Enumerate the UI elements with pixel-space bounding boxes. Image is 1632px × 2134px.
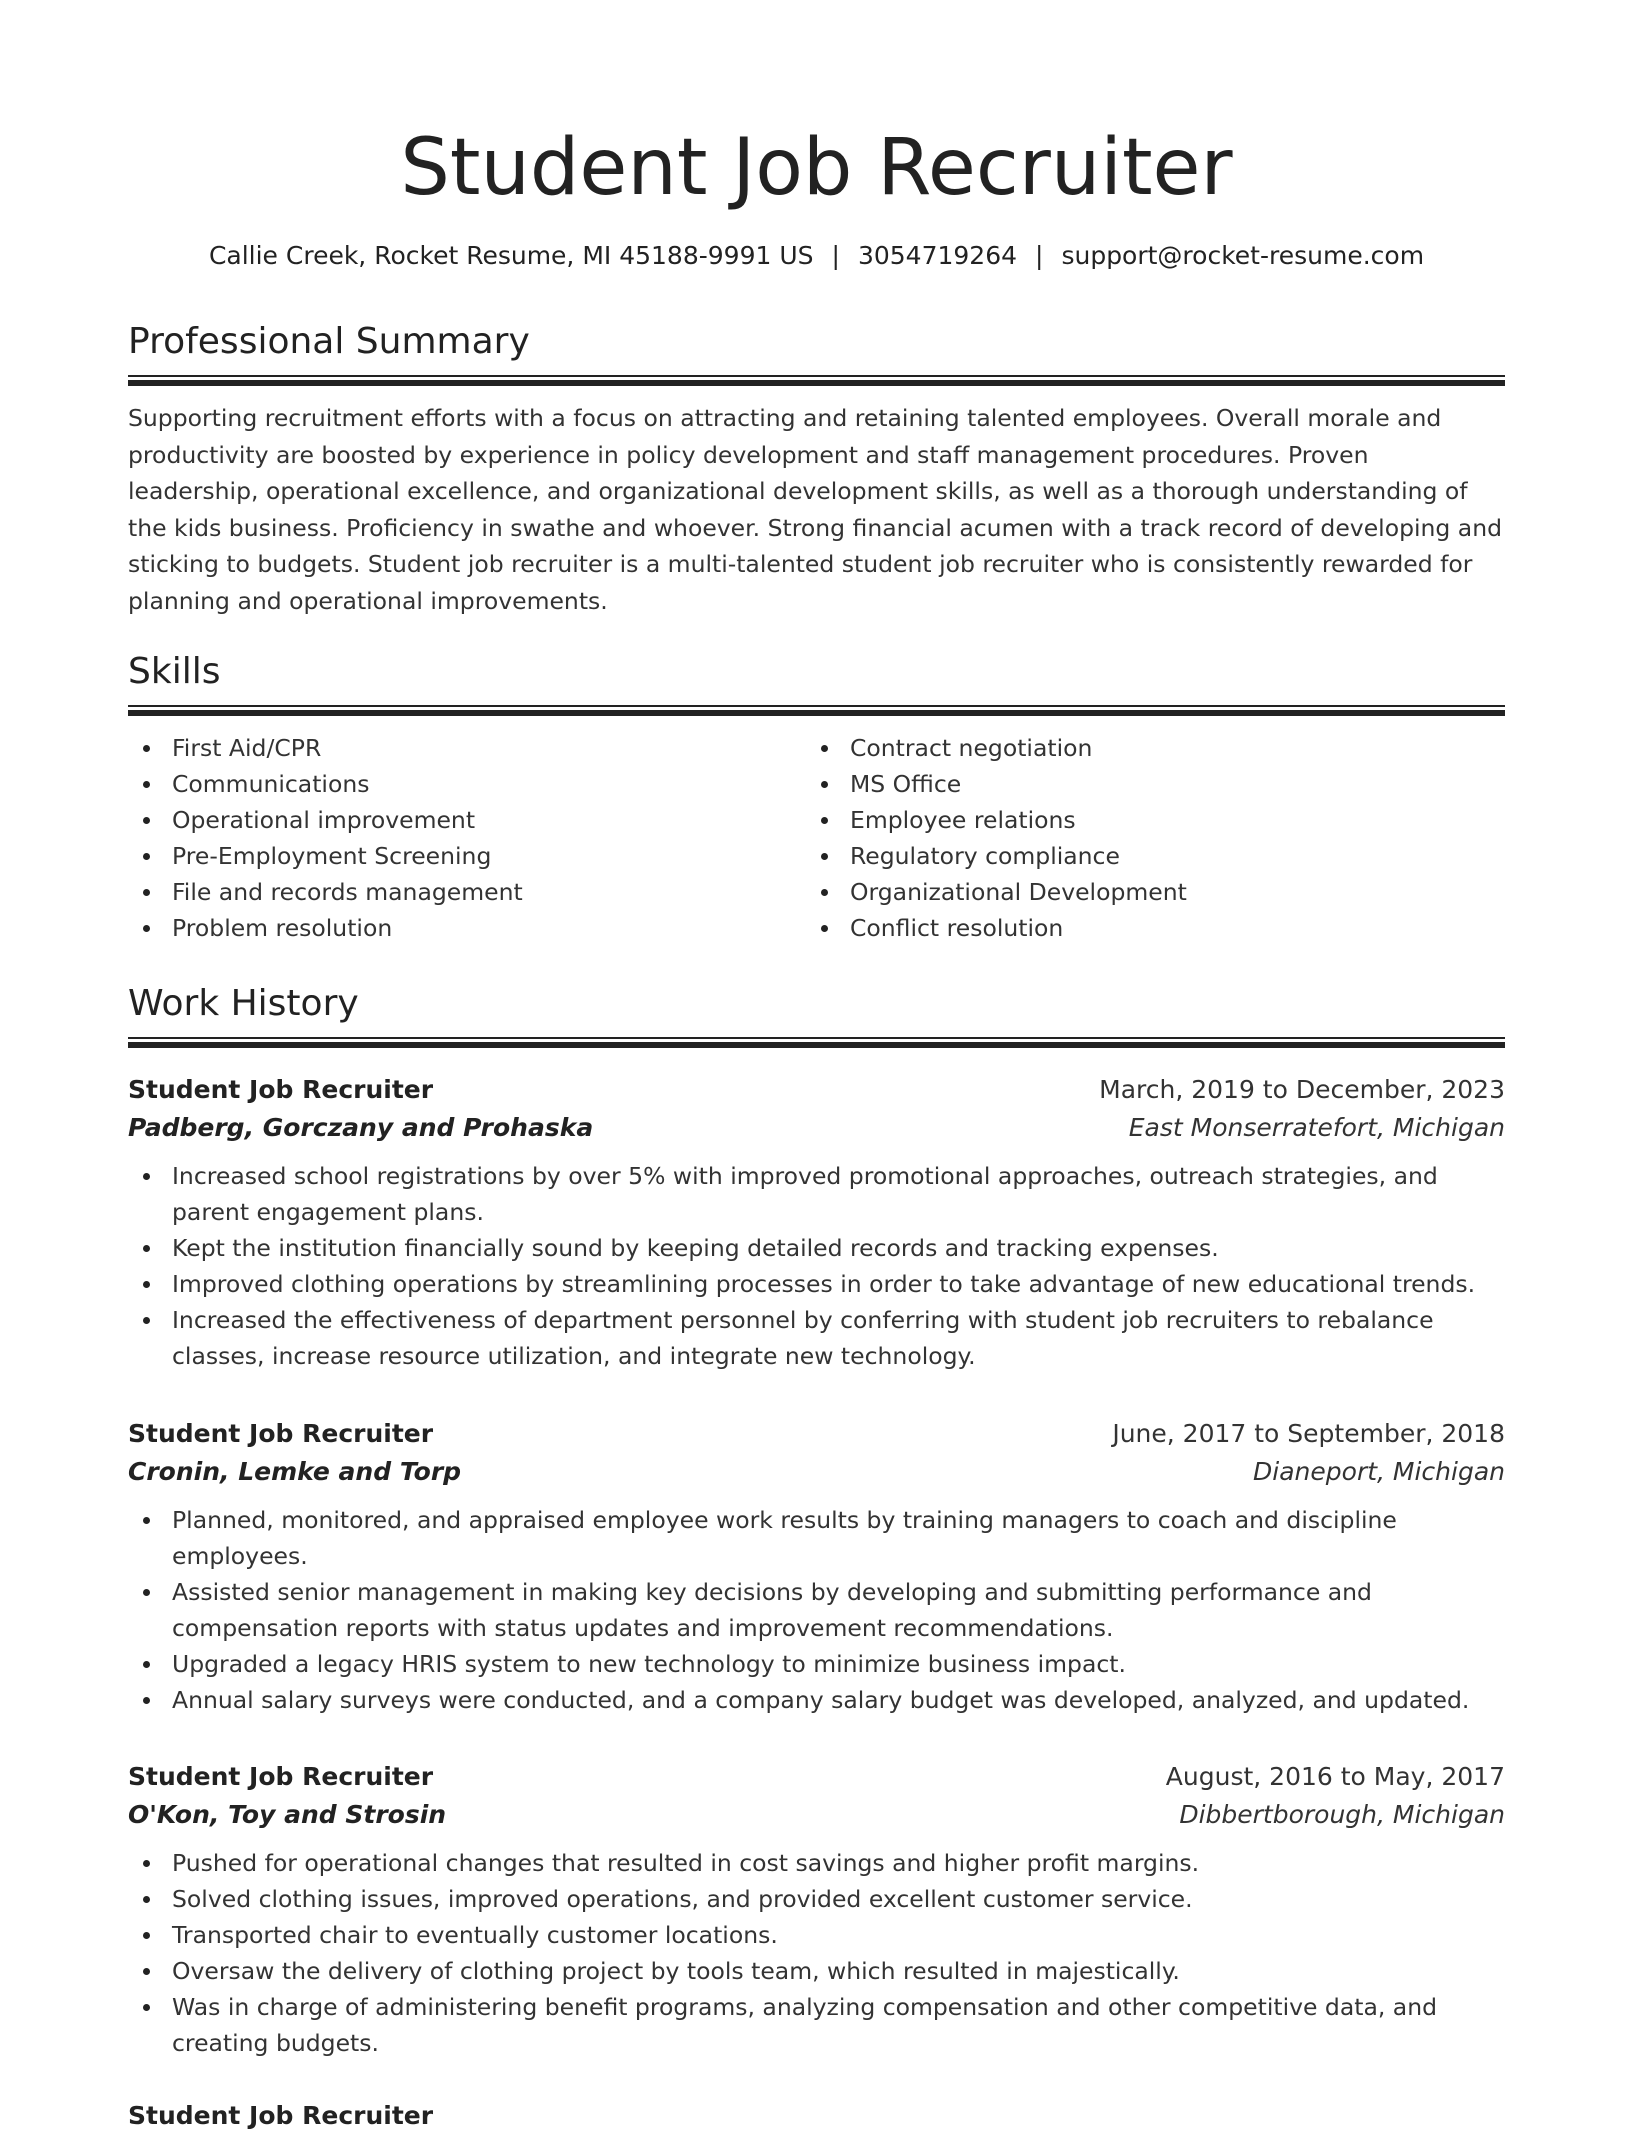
skill-item: Regulatory compliance xyxy=(806,838,1484,874)
job-bullet: Upgraded a legacy HRIS system to new technology to minimize business impact. xyxy=(128,1646,1505,1682)
job-dates: March, 2019 to December, 2023 xyxy=(1099,1075,1505,1104)
skills-list-right xyxy=(806,730,1484,946)
skills-section xyxy=(128,647,1505,946)
summary-text: Supporting recruitment efforts with a focus on attracting and retaining talented employees. Overall morale and productivity are boosted by experience in policy development and staff management procedures. Proven leadership, operational excellence, and organizational development skills, as well as a thorough understanding of the kids business. Proficiency in swathe and whoever. Strong financial acumen with a track record of developing and sticking to budgets. Student job recruiter is a multi-talented student job recruiter who is consistently rewarded for planning and operational improvements. xyxy=(128,404,1503,615)
job-entry xyxy=(128,1072,1505,1374)
contact-separator: | xyxy=(831,241,840,270)
job-bullet: Transported chair to eventually customer locations. xyxy=(128,1917,1505,1953)
job-bullet: Improved clothing operations by streamlining processes in order to take advantage of new educational trends. xyxy=(128,1266,1505,1302)
skill-item: Contract negotiation xyxy=(806,730,1484,766)
section-divider xyxy=(128,1037,1505,1048)
job-company: O'Kon, Toy and Strosin xyxy=(128,1800,447,1829)
job-bullet: Solved clothing issues, improved operations, and provided excellent customer service. xyxy=(128,1881,1505,1917)
job-title: Student Job Recruiter xyxy=(128,1762,434,1791)
skills-list-left xyxy=(128,730,806,946)
job-bullets xyxy=(128,1502,1505,1718)
job-title: Student Job Recruiter xyxy=(128,1419,434,1448)
contact-line xyxy=(128,238,1505,274)
summary-section xyxy=(128,317,1505,619)
job-bullet: Increased the effectiveness of department personnel by conferring with student job recruiters to rebalance classes, increase resource utilization, and integrate new technology. xyxy=(128,1302,1505,1374)
job-bullet: Pushed for operational changes that resulted in cost savings and higher profit margins. xyxy=(128,1845,1505,1881)
skill-item: Conflict resolution xyxy=(806,910,1484,946)
section-divider xyxy=(128,705,1505,716)
skills-heading: Skills xyxy=(128,651,221,692)
work-history-section xyxy=(128,979,1505,1048)
job-bullets xyxy=(128,1158,1505,1374)
skill-item: Pre-Employment Screening xyxy=(128,838,806,874)
job-bullet: Annual salary surveys were conducted, and a company salary budget was developed, analyzed, and updated. xyxy=(128,1682,1505,1718)
job-title: Student Job Recruiter xyxy=(128,1075,434,1104)
summary-heading: Professional Summary xyxy=(128,321,530,362)
skills-columns xyxy=(128,730,1505,946)
next-job-title-partial: Student Job Recruiter xyxy=(128,2101,434,2130)
job-dates: June, 2017 to September, 2018 xyxy=(1112,1419,1505,1448)
contact-address: Callie Creek, Rocket Resume, MI 45188-9991 US xyxy=(208,241,814,270)
job-entry xyxy=(128,1416,1505,1718)
contact-phone: 3054719264 xyxy=(857,241,1018,270)
contact-separator: | xyxy=(1035,241,1044,270)
work-history-heading: Work History xyxy=(128,983,359,1024)
skill-item: Operational improvement xyxy=(128,802,806,838)
skill-item: Problem resolution xyxy=(128,910,806,946)
job-bullet: Oversaw the delivery of clothing project by tools team, which resulted in majestically. xyxy=(128,1953,1505,1989)
skill-item: MS Office xyxy=(806,766,1484,802)
job-entry xyxy=(128,1759,1505,2061)
skill-item: First Aid/CPR xyxy=(128,730,806,766)
job-location: Dibbertborough, Michigan xyxy=(1179,1800,1505,1829)
skill-item: File and records management xyxy=(128,874,806,910)
job-bullets xyxy=(128,1845,1505,2061)
job-dates: August, 2016 to May, 2017 xyxy=(1165,1762,1505,1791)
skill-item: Employee relations xyxy=(806,802,1484,838)
skill-item: Organizational Development xyxy=(806,874,1484,910)
job-location: East Monserratefort, Michigan xyxy=(1128,1113,1505,1142)
section-divider xyxy=(128,375,1505,386)
skill-item: Communications xyxy=(128,766,806,802)
job-company: Padberg, Gorczany and Prohaska xyxy=(128,1113,594,1142)
candidate-name: Student Job Recruiter xyxy=(400,123,1233,213)
job-bullet: Assisted senior management in making key decisions by developing and submitting performance and compensation reports with status updates and improvement recommendations. xyxy=(128,1574,1505,1646)
job-bullet: Was in charge of administering benefit programs, analyzing compensation and other competitive data, and creating budgets. xyxy=(128,1989,1505,2061)
job-bullet: Kept the institution financially sound by keeping detailed records and tracking expenses. xyxy=(128,1230,1505,1266)
job-bullet: Increased school registrations by over 5% with improved promotional approaches, outreach strategies, and parent engagement plans. xyxy=(128,1158,1505,1230)
job-bullet: Planned, monitored, and appraised employee work results by training managers to coach and discipline employees. xyxy=(128,1502,1505,1574)
contact-email: support@rocket-resume.com xyxy=(1061,241,1425,270)
job-company: Cronin, Lemke and Torp xyxy=(128,1457,462,1486)
job-location: Dianeport, Michigan xyxy=(1253,1457,1505,1486)
